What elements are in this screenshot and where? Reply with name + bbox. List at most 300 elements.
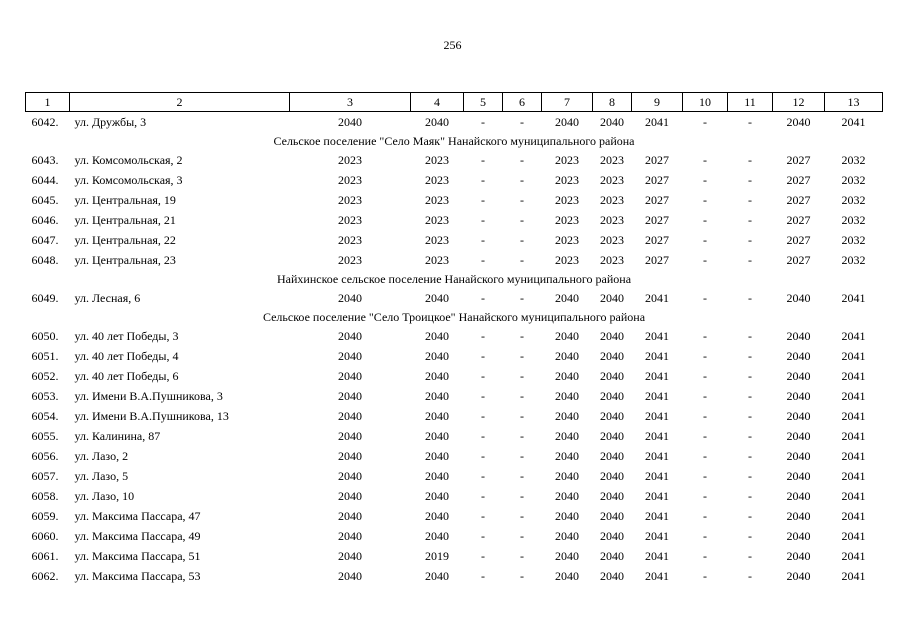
year-cell: 2040: [555, 549, 579, 563]
table-row: [26, 466, 883, 486]
year-cell: 2023: [600, 213, 624, 227]
year-cell: 2040: [555, 489, 579, 503]
address-cell: ул. Комсомольская, 2: [74, 153, 183, 167]
year-cell: -: [481, 233, 485, 247]
year-cell: 2041: [841, 369, 866, 383]
year-cell: 2040: [555, 291, 579, 305]
row-number: 6051.: [31, 349, 59, 363]
table-row: [26, 210, 883, 230]
row-number: 6054.: [31, 409, 59, 423]
year-cell: 2040: [600, 329, 624, 343]
year-cell: 2040: [425, 569, 449, 583]
row-number: 6053.: [31, 389, 59, 403]
year-cell: 2040: [555, 409, 579, 423]
address-cell: ул. 40 лет Победы, 4: [74, 349, 179, 363]
column-header: 10: [683, 93, 728, 112]
address-cell: ул. Максима Пассара, 47: [74, 509, 201, 523]
address-cell: ул. Комсомольская, 3: [74, 173, 183, 187]
year-cell: -: [520, 389, 524, 403]
year-cell: 2040: [555, 509, 579, 523]
year-cell: 2040: [555, 529, 579, 543]
year-cell: -: [481, 115, 485, 129]
section-heading-row: [26, 132, 883, 150]
year-cell: -: [703, 253, 707, 267]
column-header: 3: [290, 93, 411, 112]
year-cell: 2040: [555, 569, 579, 583]
year-cell: 2019: [425, 549, 449, 563]
year-cell: 2040: [338, 549, 362, 563]
year-cell: 2040: [600, 429, 624, 443]
year-cell: -: [520, 489, 524, 503]
year-cell: 2040: [338, 429, 362, 443]
data-table: [25, 92, 883, 586]
year-cell: 2023: [425, 233, 449, 247]
year-cell: 2023: [338, 233, 362, 247]
year-cell: 2040: [425, 115, 449, 129]
year-cell: -: [481, 429, 485, 443]
year-cell: -: [520, 329, 524, 343]
table-row: [26, 386, 883, 406]
year-cell: -: [703, 173, 707, 187]
year-cell: -: [748, 253, 752, 267]
year-cell: 2041: [645, 329, 669, 343]
year-cell: 2040: [338, 569, 362, 583]
column-header: 12: [773, 93, 825, 112]
column-header: 8: [593, 93, 632, 112]
year-cell: 2041: [841, 489, 866, 503]
table-row: [26, 366, 883, 386]
year-cell: 2040: [338, 115, 362, 129]
row-number: 6045.: [31, 193, 59, 207]
year-cell: -: [703, 409, 707, 423]
year-cell: 2040: [338, 291, 362, 305]
year-cell: 2040: [338, 389, 362, 403]
row-number: 6061.: [31, 549, 59, 563]
year-cell: -: [520, 291, 524, 305]
year-cell: -: [481, 449, 485, 463]
year-cell: 2040: [425, 449, 449, 463]
address-cell: ул. Калинина, 87: [74, 429, 161, 443]
year-cell: -: [481, 193, 485, 207]
year-cell: -: [481, 291, 485, 305]
year-cell: 2023: [425, 153, 449, 167]
year-cell: 2032: [841, 253, 866, 267]
year-cell: 2023: [600, 153, 624, 167]
year-cell: 2041: [645, 115, 669, 129]
row-number: 6052.: [31, 369, 59, 383]
column-header: 6: [503, 93, 542, 112]
year-cell: 2040: [425, 369, 449, 383]
year-cell: -: [748, 173, 752, 187]
row-number: 6044.: [31, 173, 59, 187]
year-cell: 2041: [645, 409, 669, 423]
year-cell: 2023: [425, 213, 449, 227]
year-cell: 2040: [600, 389, 624, 403]
column-header: 5: [464, 93, 503, 112]
year-cell: -: [481, 369, 485, 383]
year-cell: 2040: [786, 509, 811, 523]
table-row: [26, 250, 883, 270]
year-cell: 2040: [786, 489, 811, 503]
year-cell: -: [520, 369, 524, 383]
section-heading-row: [26, 308, 883, 326]
year-cell: 2040: [786, 291, 811, 305]
year-cell: -: [481, 153, 485, 167]
year-cell: 2023: [338, 173, 362, 187]
year-cell: -: [703, 549, 707, 563]
year-cell: -: [748, 429, 752, 443]
year-cell: -: [481, 213, 485, 227]
table-row: [26, 406, 883, 426]
year-cell: 2041: [841, 291, 866, 305]
year-cell: 2027: [786, 233, 811, 247]
column-header: 11: [728, 93, 773, 112]
year-cell: 2023: [425, 253, 449, 267]
header-row: [26, 93, 883, 112]
row-number: 6047.: [31, 233, 59, 247]
year-cell: 2041: [645, 569, 669, 583]
year-cell: 2023: [338, 193, 362, 207]
row-number: 6058.: [31, 489, 59, 503]
year-cell: -: [703, 291, 707, 305]
page-number: 256: [443, 38, 462, 52]
address-cell: ул. Лазо, 2: [74, 449, 129, 463]
year-cell: 2027: [786, 173, 811, 187]
address-cell: ул. Максима Пассара, 49: [74, 529, 201, 543]
year-cell: 2023: [338, 153, 362, 167]
table-row: [26, 150, 883, 170]
table-row: [26, 546, 883, 566]
year-cell: 2023: [425, 193, 449, 207]
year-cell: -: [748, 213, 752, 227]
year-cell: -: [748, 549, 752, 563]
year-cell: -: [703, 369, 707, 383]
address-cell: ул. Лазо, 10: [74, 489, 135, 503]
year-cell: 2040: [555, 115, 579, 129]
year-cell: -: [481, 409, 485, 423]
address-cell: ул. Центральная, 21: [74, 213, 176, 227]
year-cell: -: [520, 349, 524, 363]
year-cell: -: [520, 449, 524, 463]
year-cell: 2023: [555, 193, 579, 207]
row-number: 6049.: [31, 291, 59, 305]
year-cell: -: [703, 449, 707, 463]
row-number: 6046.: [31, 213, 59, 227]
year-cell: -: [748, 409, 752, 423]
address-cell: ул. Центральная, 23: [74, 253, 176, 267]
year-cell: 2040: [338, 449, 362, 463]
year-cell: -: [748, 115, 752, 129]
table-row: [26, 526, 883, 546]
year-cell: -: [481, 529, 485, 543]
section-heading-row: [26, 270, 883, 288]
year-cell: -: [748, 193, 752, 207]
year-cell: 2040: [338, 329, 362, 343]
row-number: 6057.: [31, 469, 59, 483]
address-cell: ул. Лесная, 6: [74, 291, 141, 305]
year-cell: 2040: [425, 429, 449, 443]
year-cell: -: [520, 253, 524, 267]
year-cell: -: [520, 549, 524, 563]
year-cell: 2041: [645, 349, 669, 363]
year-cell: -: [520, 193, 524, 207]
year-cell: 2040: [786, 569, 811, 583]
year-cell: -: [481, 469, 485, 483]
year-cell: -: [703, 115, 707, 129]
year-cell: 2040: [786, 389, 811, 403]
year-cell: 2040: [425, 509, 449, 523]
year-cell: 2040: [600, 509, 624, 523]
year-cell: 2040: [600, 449, 624, 463]
year-cell: -: [703, 193, 707, 207]
year-cell: 2023: [555, 153, 579, 167]
column-header: 4: [411, 93, 464, 112]
year-cell: 2040: [425, 489, 449, 503]
year-cell: 2040: [600, 115, 624, 129]
column-header: 2: [70, 93, 290, 112]
year-cell: 2023: [338, 253, 362, 267]
year-cell: -: [703, 153, 707, 167]
year-cell: -: [520, 233, 524, 247]
year-cell: -: [703, 389, 707, 403]
year-cell: 2040: [338, 349, 362, 363]
row-number: 6048.: [31, 253, 59, 267]
table-row: [26, 426, 883, 446]
table-row: [26, 566, 883, 586]
year-cell: -: [481, 329, 485, 343]
year-cell: 2041: [645, 449, 669, 463]
year-cell: 2040: [338, 489, 362, 503]
year-cell: 2040: [786, 449, 811, 463]
year-cell: 2040: [338, 469, 362, 483]
table-row: [26, 506, 883, 526]
table-row: [26, 346, 883, 366]
year-cell: 2041: [841, 509, 866, 523]
row-number: 6043.: [31, 153, 59, 167]
year-cell: -: [748, 449, 752, 463]
year-cell: 2040: [786, 115, 811, 129]
year-cell: 2041: [645, 489, 669, 503]
year-cell: -: [520, 529, 524, 543]
section-title: Найхинское сельское поселение Нанайского муниципального района: [276, 272, 632, 286]
year-cell: 2041: [841, 529, 866, 543]
year-cell: -: [748, 369, 752, 383]
year-cell: -: [520, 509, 524, 523]
year-cell: 2041: [645, 389, 669, 403]
year-cell: 2023: [600, 233, 624, 247]
year-cell: -: [748, 349, 752, 363]
column-header: 13: [825, 93, 883, 112]
column-header: 9: [632, 93, 683, 112]
year-cell: 2040: [786, 409, 811, 423]
year-cell: -: [481, 489, 485, 503]
table-row: [26, 112, 883, 133]
year-cell: 2040: [786, 529, 811, 543]
year-cell: 2041: [841, 469, 866, 483]
year-cell: -: [703, 469, 707, 483]
address-cell: ул. Дружбы, 3: [74, 115, 147, 129]
year-cell: 2040: [600, 469, 624, 483]
year-cell: -: [520, 469, 524, 483]
year-cell: 2040: [555, 329, 579, 343]
row-number: 6060.: [31, 529, 59, 543]
year-cell: 2027: [645, 213, 669, 227]
column-header: 1: [26, 93, 70, 112]
year-cell: -: [748, 329, 752, 343]
year-cell: -: [520, 115, 524, 129]
year-cell: 2032: [841, 193, 866, 207]
year-cell: 2040: [555, 449, 579, 463]
table-row: [26, 230, 883, 250]
year-cell: -: [703, 213, 707, 227]
year-cell: -: [703, 233, 707, 247]
table-row: [26, 190, 883, 210]
year-cell: -: [520, 173, 524, 187]
year-cell: 2041: [841, 569, 866, 583]
row-number: 6050.: [31, 329, 59, 343]
year-cell: 2023: [338, 213, 362, 227]
year-cell: 2040: [600, 569, 624, 583]
year-cell: 2040: [786, 329, 811, 343]
year-cell: 2040: [600, 549, 624, 563]
year-cell: 2040: [600, 369, 624, 383]
column-header: 7: [542, 93, 593, 112]
year-cell: -: [481, 389, 485, 403]
year-cell: 2027: [786, 213, 811, 227]
row-number: 6056.: [31, 449, 59, 463]
address-cell: ул. Имени В.А.Пушникова, 3: [74, 389, 223, 403]
year-cell: 2041: [841, 389, 866, 403]
year-cell: -: [520, 213, 524, 227]
year-cell: 2023: [555, 233, 579, 247]
address-cell: ул. Лазо, 5: [74, 469, 129, 483]
year-cell: 2041: [645, 369, 669, 383]
table-row: [26, 486, 883, 506]
year-cell: -: [748, 153, 752, 167]
table-row: [26, 170, 883, 190]
year-cell: 2040: [786, 369, 811, 383]
year-cell: 2040: [425, 409, 449, 423]
year-cell: 2040: [425, 389, 449, 403]
year-cell: 2027: [645, 173, 669, 187]
year-cell: 2027: [645, 153, 669, 167]
year-cell: -: [481, 173, 485, 187]
year-cell: 2040: [555, 429, 579, 443]
year-cell: 2023: [555, 253, 579, 267]
year-cell: -: [703, 489, 707, 503]
year-cell: 2041: [841, 329, 866, 343]
year-cell: 2040: [786, 349, 811, 363]
year-cell: -: [520, 569, 524, 583]
year-cell: 2023: [600, 193, 624, 207]
section-title: Сельское поселение "Село Троицкое" Нанайского муниципального района: [262, 310, 646, 324]
table-row: [26, 446, 883, 466]
year-cell: 2032: [841, 233, 866, 247]
year-cell: 2032: [841, 173, 866, 187]
year-cell: 2041: [841, 115, 866, 129]
year-cell: 2040: [555, 469, 579, 483]
year-cell: 2027: [786, 153, 811, 167]
year-cell: 2040: [600, 291, 624, 305]
year-cell: -: [703, 429, 707, 443]
year-cell: -: [481, 349, 485, 363]
year-cell: 2041: [645, 509, 669, 523]
year-cell: 2040: [425, 349, 449, 363]
year-cell: -: [748, 489, 752, 503]
year-cell: 2040: [600, 349, 624, 363]
year-cell: 2041: [841, 429, 866, 443]
year-cell: 2040: [338, 409, 362, 423]
year-cell: 2032: [841, 153, 866, 167]
year-cell: 2040: [555, 349, 579, 363]
year-cell: 2041: [645, 529, 669, 543]
year-cell: -: [748, 509, 752, 523]
address-cell: ул. Центральная, 19: [74, 193, 176, 207]
row-number: 6062.: [31, 569, 59, 583]
year-cell: 2040: [425, 529, 449, 543]
year-cell: 2041: [841, 449, 866, 463]
year-cell: 2040: [786, 549, 811, 563]
year-cell: 2027: [786, 193, 811, 207]
year-cell: 2023: [555, 213, 579, 227]
year-cell: 2027: [786, 253, 811, 267]
year-cell: 2041: [645, 291, 669, 305]
year-cell: -: [748, 291, 752, 305]
year-cell: -: [481, 549, 485, 563]
year-cell: -: [748, 469, 752, 483]
section-title: Сельское поселение "Село Маяк" Нанайского муниципального района: [273, 134, 635, 148]
year-cell: 2027: [645, 233, 669, 247]
year-cell: 2023: [425, 173, 449, 187]
year-cell: -: [703, 529, 707, 543]
year-cell: -: [481, 569, 485, 583]
address-cell: ул. Центральная, 22: [74, 233, 176, 247]
year-cell: 2041: [841, 349, 866, 363]
address-cell: ул. Имени В.А.Пушникова, 13: [74, 409, 229, 423]
row-number: 6055.: [31, 429, 59, 443]
year-cell: 2041: [841, 549, 866, 563]
address-cell: ул. 40 лет Победы, 3: [74, 329, 179, 343]
year-cell: 2040: [338, 509, 362, 523]
year-cell: 2023: [600, 173, 624, 187]
year-cell: 2040: [786, 469, 811, 483]
year-cell: 2040: [338, 529, 362, 543]
year-cell: 2041: [645, 469, 669, 483]
year-cell: 2040: [425, 329, 449, 343]
year-cell: -: [520, 409, 524, 423]
address-cell: ул. Максима Пассара, 51: [74, 549, 201, 563]
year-cell: -: [481, 509, 485, 523]
year-cell: -: [520, 429, 524, 443]
year-cell: 2040: [600, 489, 624, 503]
year-cell: 2040: [600, 409, 624, 423]
row-number: 6059.: [31, 509, 59, 523]
year-cell: -: [748, 389, 752, 403]
year-cell: 2040: [425, 469, 449, 483]
year-cell: 2040: [555, 389, 579, 403]
year-cell: 2041: [645, 429, 669, 443]
year-cell: -: [703, 569, 707, 583]
year-cell: -: [748, 233, 752, 247]
year-cell: 2040: [600, 529, 624, 543]
address-cell: ул. Максима Пассара, 53: [74, 569, 201, 583]
year-cell: -: [703, 509, 707, 523]
year-cell: -: [703, 349, 707, 363]
year-cell: -: [748, 529, 752, 543]
year-cell: -: [520, 153, 524, 167]
year-cell: -: [748, 569, 752, 583]
year-cell: -: [703, 329, 707, 343]
